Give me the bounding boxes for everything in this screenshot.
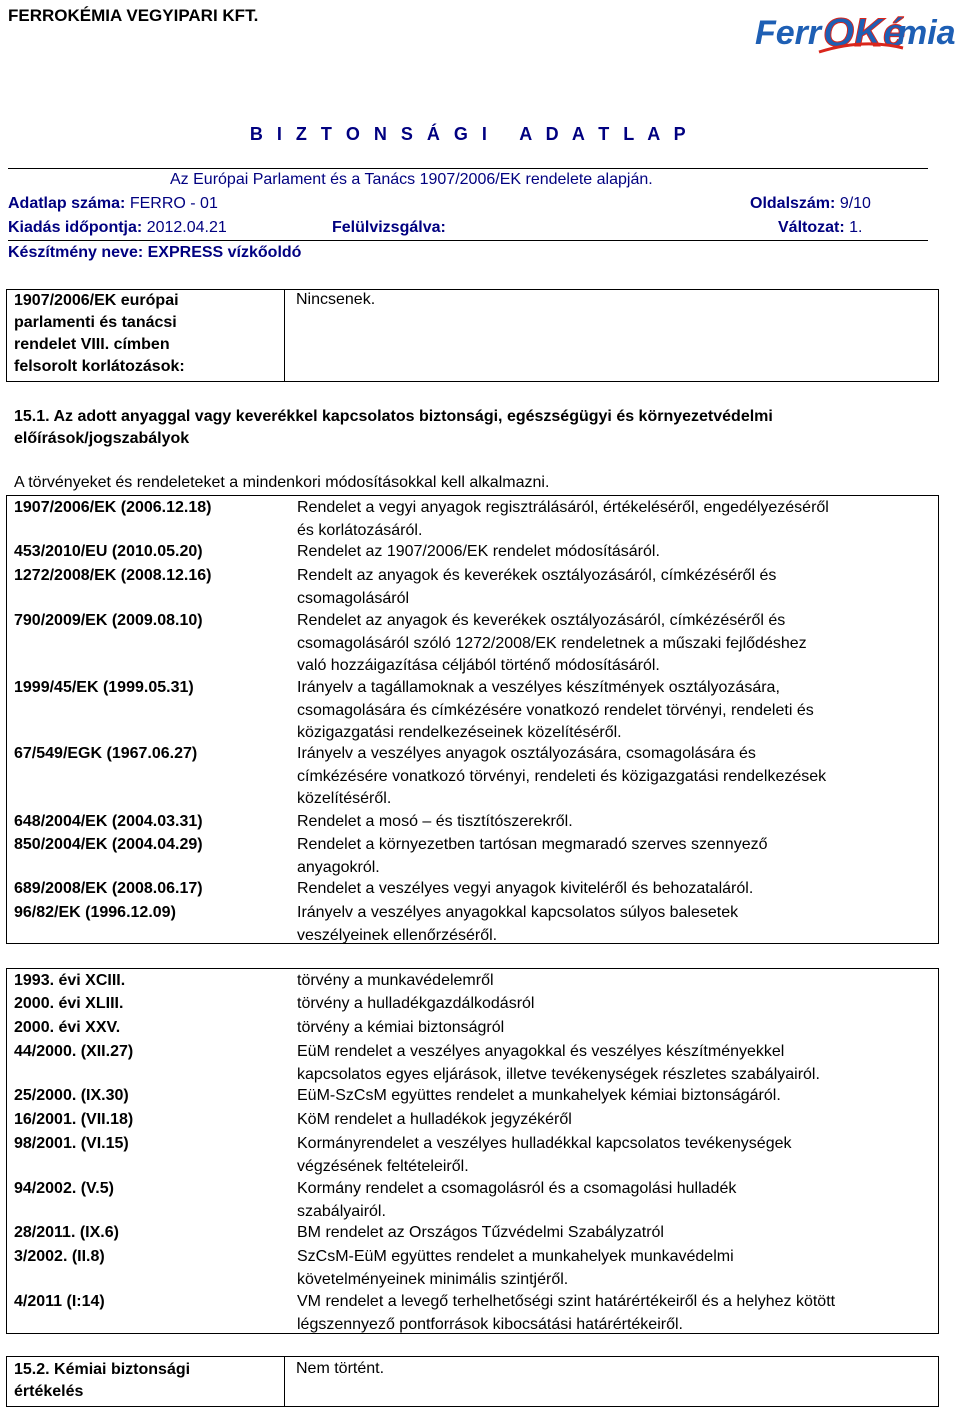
section-15-1-title-line: előírások/jogszabályok bbox=[14, 430, 190, 447]
regulation-description bbox=[297, 610, 807, 678]
regulation-description-line: Rendelet a mosó – és tisztítószerekről. bbox=[297, 813, 573, 830]
regulation-description bbox=[297, 1222, 664, 1245]
regulation-description-line: címkézésére vonatkozó törvényi, rendeleti és közigazgatási rendelkezések bbox=[297, 767, 827, 785]
regulation-code: 28/2011. (IX.6) bbox=[14, 1224, 119, 1241]
regulation-description-line: veszélyeinek ellenőrzéséről. bbox=[297, 926, 498, 944]
regulation-description bbox=[297, 993, 534, 1016]
logo-text-oke: OKé bbox=[823, 11, 906, 54]
section-15-2-value: Nem történt. bbox=[296, 1360, 385, 1377]
regulation-code: 96/82/EK (1996.12.09) bbox=[14, 904, 176, 921]
regulation-code: 3/2002. (II.8) bbox=[14, 1248, 105, 1265]
regulation-description-line: KöM rendelet a hulladékok jegyzékéről bbox=[297, 1111, 572, 1128]
regulation-description-line: végzésének feltételeiről. bbox=[297, 1157, 469, 1175]
regulation-description-line: közelítéséről. bbox=[297, 790, 392, 807]
regulation-description bbox=[297, 497, 829, 542]
restrictions-label-line: rendelet VIII. címben bbox=[14, 336, 170, 353]
regulation-description-line: légszennyező pontforrások kibocsátási határértékeiről. bbox=[297, 1315, 683, 1333]
regulation-code: 67/549/EGK (1967.06.27) bbox=[14, 745, 198, 762]
page-number-label: Oldalszám: bbox=[750, 195, 836, 212]
regulation-description bbox=[297, 1017, 504, 1040]
regulation-description bbox=[297, 677, 814, 745]
issue-date-value: 2012.04.21 bbox=[146, 219, 227, 236]
regulation-code: 25/2000. (IX.30) bbox=[14, 1087, 129, 1104]
regulation-description-line: kapcsolatos egyes eljárások, illetve tevékenységek részletes szabályairól. bbox=[297, 1065, 820, 1083]
regulation-basis: Az Európai Parlament és a Tanács 1907/2006/EK rendelete alapján. bbox=[170, 171, 653, 188]
regulation-code: 1907/2006/EK (2006.12.18) bbox=[14, 499, 212, 516]
restrictions-label-line: parlamenti és tanácsi bbox=[14, 314, 177, 331]
regulation-description bbox=[297, 1109, 572, 1132]
document-title: B I Z T O N S Á G I A D A T L A P bbox=[249, 124, 691, 144]
regulation-description-line: Rendelet a vegyi anyagok regisztrálásáról, értékeléséről, engedélyezéséről bbox=[297, 499, 829, 516]
regulation-description-line: BM rendelet az Országos Tűzvédelmi Szabályzatról bbox=[297, 1224, 664, 1241]
regulation-code: 689/2008/EK (2008.06.17) bbox=[14, 880, 203, 897]
regulation-description-line: Rendelet a veszélyes vegyi anyagok kiviteléről és behozataláról. bbox=[297, 880, 754, 897]
version-value: 1. bbox=[849, 219, 863, 236]
regulation-description-line: Kormányrendelet a veszélyes hulladékkal kapcsolatos tevékenységek bbox=[297, 1135, 792, 1152]
page-number bbox=[750, 195, 871, 213]
regulation-description-line: csomagolásáról bbox=[297, 589, 410, 607]
regulation-description-line: szabályairól. bbox=[297, 1202, 386, 1220]
regulation-code: 2000. évi XLIII. bbox=[14, 995, 124, 1012]
regulation-description-line: Rendelt az anyagok és keverékek osztályozásáról, címkézéséről és bbox=[297, 567, 777, 584]
restrictions-value: Nincsenek. bbox=[296, 291, 376, 308]
regulation-description bbox=[297, 541, 660, 564]
regulation-code: 850/2004/EK (2004.04.29) bbox=[14, 836, 203, 853]
restrictions-label bbox=[14, 290, 185, 378]
section-15-2-label-line: 15.2. Kémiai biztonsági bbox=[14, 1361, 191, 1378]
restrictions-divider bbox=[284, 289, 285, 382]
version-label: Változat: bbox=[778, 219, 845, 236]
section-15-2-label-line: értékelés bbox=[14, 1383, 84, 1400]
review-date bbox=[332, 219, 446, 237]
logo-text-mia: mia bbox=[897, 14, 956, 52]
regulation-description bbox=[297, 565, 776, 610]
regulation-description bbox=[297, 1291, 835, 1336]
regulation-description-line: törvény a munkavédelemről bbox=[297, 972, 494, 989]
sheet-number-value: FERRO - 01 bbox=[129, 195, 218, 212]
regulation-description bbox=[297, 834, 767, 879]
header-rule-mid bbox=[8, 240, 928, 241]
regulation-description bbox=[297, 811, 573, 834]
regulation-description bbox=[297, 1133, 792, 1178]
sheet-number-label: Adatlap száma: bbox=[8, 195, 126, 212]
section-15-1-title-line: 15.1. Az adott anyaggal vagy keverékkel kapcsolatos biztonsági, egészségügyi és környezetvédelmi bbox=[14, 408, 773, 425]
regulation-description-line: való hozzáigazítása céljából történő módosításáról. bbox=[297, 657, 660, 674]
section-15-1-intro: A törvényeket és rendeleteket a mindenkori módosításokkal kell alkalmazni. bbox=[14, 474, 550, 491]
regulation-description bbox=[297, 970, 494, 993]
product-name-value: EXPRESS vízkőoldó bbox=[147, 244, 302, 261]
regulation-description-line: csomagolásáról szóló 1272/2008/EK rendeletnek a műszaki fejlődéshez bbox=[297, 634, 807, 652]
regulation-description-line: Kormány rendelet a csomagolásról és a csomagolási hulladék bbox=[297, 1180, 737, 1197]
restrictions-label-line: 1907/2006/EK európai bbox=[14, 292, 179, 309]
regulation-description-line: és korlátozásáról. bbox=[297, 521, 423, 539]
regulation-code: 4/2011 (I:14) bbox=[14, 1293, 105, 1310]
regulation-code: 1999/45/EK (1999.05.31) bbox=[14, 679, 194, 696]
regulation-code: 94/2002. (V.5) bbox=[14, 1180, 114, 1197]
section-15-2-divider bbox=[284, 1356, 285, 1407]
page-number-value: 9/10 bbox=[839, 195, 871, 212]
regulation-description-line: Rendelet az 1907/2006/EK rendelet módosításáról. bbox=[297, 543, 660, 560]
regulation-description-line: EüM-SzCsM együttes rendelet a munkahelyek kémiai biztonságáról. bbox=[297, 1087, 781, 1104]
regulation-description bbox=[297, 1041, 820, 1086]
regulation-code: 98/2001. (VI.15) bbox=[14, 1135, 129, 1152]
regulation-description bbox=[297, 1085, 781, 1108]
regulation-description bbox=[297, 878, 753, 901]
regulation-description-line: Rendelet a környezetben tartósan megmaradó szerves szennyező bbox=[297, 836, 768, 853]
review-date-label: Felülvizsgálva: bbox=[332, 219, 446, 236]
regulation-code: 1993. évi XCIII. bbox=[14, 972, 126, 989]
restrictions-label-line: felsorolt korlátozások: bbox=[14, 358, 185, 375]
version bbox=[778, 219, 862, 237]
regulation-code: 2000. évi XXV. bbox=[14, 1019, 121, 1036]
regulation-code: 1272/2008/EK (2008.12.16) bbox=[14, 567, 212, 584]
issue-date-label: Kiadás időpontja: bbox=[8, 219, 143, 236]
regulation-description bbox=[297, 902, 738, 947]
regulation-description-line: közigazgatási rendelkezéseinek közelítéséről. bbox=[297, 724, 622, 741]
regulation-code: 16/2001. (VII.18) bbox=[14, 1111, 134, 1128]
company-name: FERROKÉMIA VEGYIPARI KFT. bbox=[8, 6, 259, 25]
regulation-code: 44/2000. (XII.27) bbox=[14, 1043, 134, 1060]
regulation-description-line: VM rendelet a levegő terhelhetőségi szint határértékeiről és a helyhez kötött bbox=[297, 1293, 836, 1310]
regulation-description-line: EüM rendelet a veszélyes anyagokkal és veszélyes készítményekkel bbox=[297, 1043, 785, 1060]
regulation-description-line: SzCsM-EüM együttes rendelet a munkahelyek munkavédelmi bbox=[297, 1248, 734, 1265]
product-name bbox=[8, 244, 301, 262]
regulation-description-line: követelményeinek minimális szintjéről. bbox=[297, 1270, 569, 1288]
regulation-description bbox=[297, 743, 826, 811]
regulation-description-line: anyagokról. bbox=[297, 858, 380, 876]
product-name-label: Készítmény neve: bbox=[8, 244, 144, 261]
section-15-1-title bbox=[14, 406, 773, 450]
regulation-description bbox=[297, 1246, 734, 1291]
company-logo bbox=[753, 8, 958, 54]
logo-text-ferr: Ferr bbox=[755, 14, 822, 52]
regulation-description bbox=[297, 1178, 736, 1223]
sheet-number bbox=[8, 195, 218, 213]
section-15-2-label bbox=[14, 1359, 190, 1403]
regulation-description-line: törvény a kémiai biztonságról bbox=[297, 1019, 505, 1036]
regulation-description-line: Irányelv a veszélyes anyagokkal kapcsolatos súlyos balesetek bbox=[297, 904, 739, 921]
regulation-code: 453/2010/EU (2010.05.20) bbox=[14, 543, 203, 560]
regulation-description-line: törvény a hulladékgazdálkodásról bbox=[297, 995, 535, 1012]
regulation-description-line: Irányelv a tagállamoknak a veszélyes készítmények osztályozására, bbox=[297, 679, 780, 696]
header-rule-top bbox=[8, 168, 928, 169]
issue-date bbox=[8, 219, 227, 237]
regulation-description-line: Rendelet az anyagok és keverékek osztályozásáról, címkézéséről és bbox=[297, 612, 786, 629]
regulation-description-line: Irányelv a veszélyes anyagok osztályozására, csomagolására és bbox=[297, 745, 756, 762]
regulation-code: 648/2004/EK (2004.03.31) bbox=[14, 813, 203, 830]
regulation-description-line: csomagolására és címkézésére vonatkozó rendelet törvényi, rendeleti és bbox=[297, 701, 814, 719]
regulation-code: 790/2009/EK (2009.08.10) bbox=[14, 612, 203, 629]
